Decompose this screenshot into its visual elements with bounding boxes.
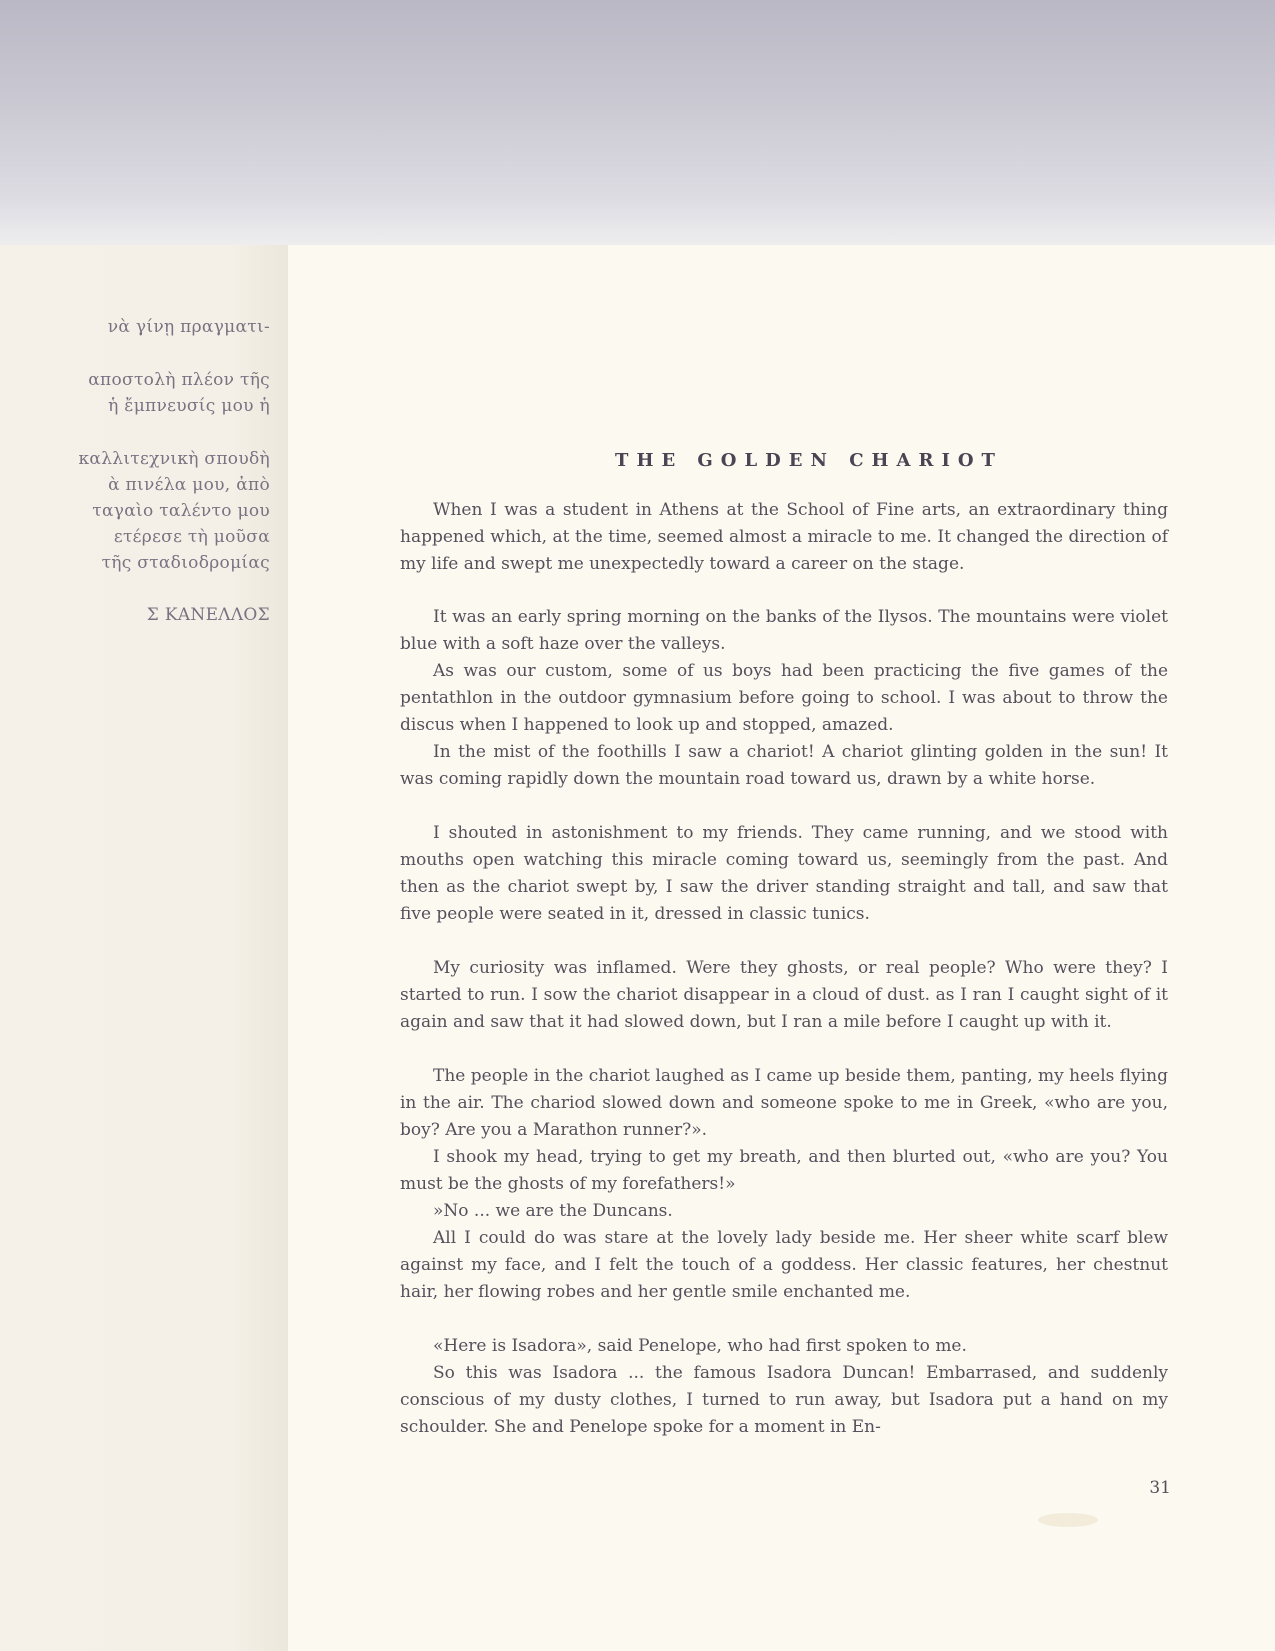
greek-text-line: νὰ γίνῃ πραγματι-	[107, 317, 270, 337]
paragraph: So this was Isadora ... the famous Isadora Duncan! Embarrased, and suddenly conscious of my dusty clothes, I turned to run away, but Isadora put a hand on my schoulder. She and Penelope spoke for a moment in En-	[400, 1363, 1168, 1437]
scanner-shadow	[0, 0, 1275, 245]
paper-smudge	[1038, 1513, 1098, 1527]
paragraph: When I was a student in Athens at the School of Fine arts, an extraordinary thing happened which, at the time, seemed almost a miracle to me. It changed the direction of my life and swept me unexpectedly toward a career on the stage.	[400, 500, 1168, 574]
paragraph: My curiosity was inflamed. Were they ghosts, or real people? Who were they? I started to run. I sow the chariot disappear in a cloud of dust. as I ran I caught sight of it again and saw that it had slowed down, but I ran a mile before I caught up with it.	[400, 958, 1168, 1032]
paragraph: «Here is Isadora», said Penelope, who had first spoken to me.	[433, 1336, 967, 1356]
paragraph: »No ... we are the Duncans.	[433, 1201, 673, 1221]
left-page	[0, 245, 291, 1651]
greek-text-line: ταγαὶο ταλέντο μου	[92, 501, 270, 521]
greek-text-line: ετέρεσε τὴ μοῦσα	[113, 527, 270, 547]
greek-text-line: τῆς σταδιοδρομίας	[101, 553, 270, 573]
paragraph: It was an early spring morning on the banks of the Ilysos. The mountains were violet blue with a soft haze over the valleys.	[400, 607, 1168, 654]
paragraph: In the mist of the foothills I saw a chariot! A chariot glinting golden in the sun! It was coming rapidly down the mountain road toward us, drawn by a white horse.	[400, 742, 1168, 789]
paragraph: I shook my head, trying to get my breath, and then blurted out, «who are you? You must be the ghosts of my forefathers!»	[400, 1147, 1168, 1194]
page-number: 31	[1149, 1478, 1171, 1498]
paragraph: The people in the chariot laughed as I came up beside them, panting, my heels flying in the air. The chariod slowed down and someone spoke to me in Greek, «who are you, boy? Are you a Marathon runner?».	[400, 1066, 1169, 1140]
greek-text-line: καλλιτεχνικὴ σπουδὴ	[78, 449, 270, 469]
greek-signature: Σ ΚΑΝΕΛΛΟΣ	[146, 605, 270, 625]
paragraph: I shouted in astonishment to my friends. They came running, and we stood with mouths open watching this miracle coming toward us, seemingly from the past. And then as the chariot swept by, I saw the driver standing straight and tall, and saw that five people were seated in it, dressed in classic tunics.	[400, 823, 1168, 924]
paragraph: As was our custom, some of us boys had been practicing the five games of the pentathlon in the outdoor gymnasium before going to school. I was about to throw the discus when I happened to look up and stopped, amazed.	[400, 661, 1168, 735]
greek-text-line: ὰ πινέλα μου, ἀπὸ	[108, 475, 270, 495]
greek-text-line: ἡ ἔμπνευσίς μου ἡ	[108, 396, 270, 416]
right-page	[288, 245, 1275, 1651]
chapter-title: THE GOLDEN CHARIOT	[615, 450, 1003, 471]
paragraph: All I could do was stare at the lovely lady beside me. Her sheer white scarf blew against my face, and I felt the touch of a goddess. Her classic features, her chestnut hair, her flowing robes and her gentle smile enchanted me.	[400, 1228, 1168, 1302]
greek-text-line: αποστολὴ πλέον τῆς	[88, 370, 270, 390]
